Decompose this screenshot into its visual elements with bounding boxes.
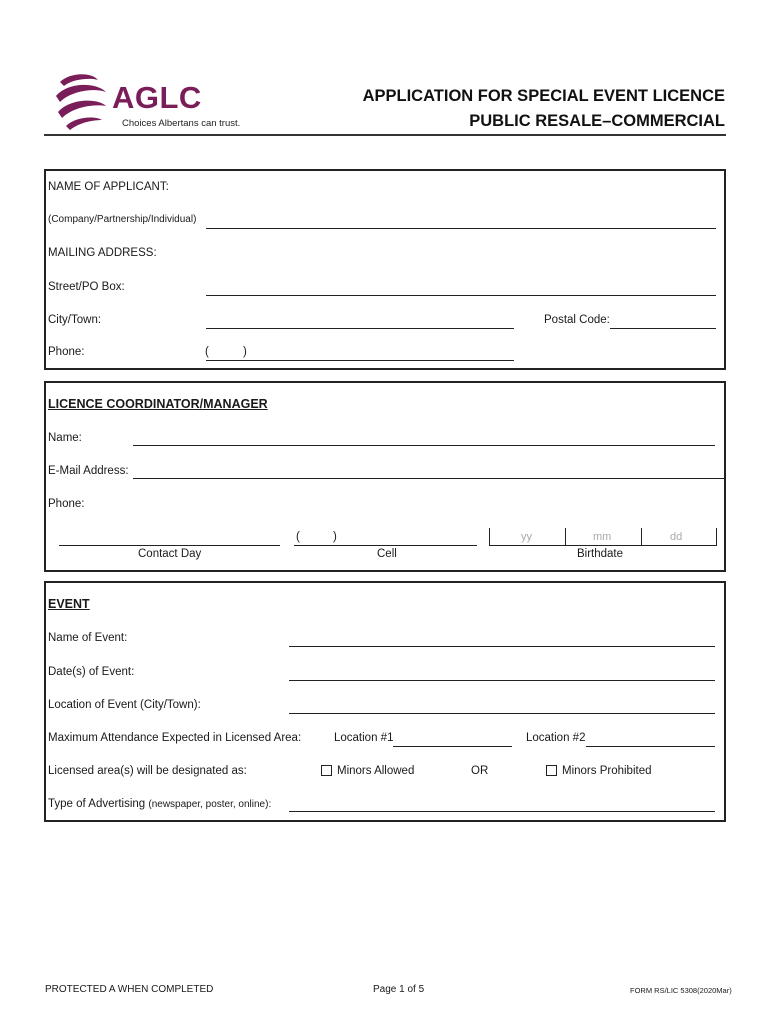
logo-tagline: Choices Albertans can trust. [122,118,241,129]
birthdate-day-placeholder: dd [670,531,683,543]
form-title-line1: APPLICATION FOR SPECIAL EVENT LICENCE [362,87,725,105]
minors-allowed-label: Minors Allowed [337,765,415,777]
street-field[interactable] [206,295,716,296]
coordinator-heading: LICENCE COORDINATOR/MANAGER [48,397,268,411]
applicant-name-sublabel: (Company/Partnership/Individual) [48,214,197,225]
form-title-line2: PUBLIC RESALE–COMMERCIAL [469,112,725,130]
street-label: Street/PO Box: [48,281,125,293]
designated-label: Licensed area(s) will be designated as: [48,765,247,777]
aglc-logo [52,70,252,132]
phone-area-open: ( [205,346,209,358]
birthdate-divider [716,528,717,546]
page-number: Page 1 of 5 [373,984,425,995]
city-label: City/Town: [48,314,102,326]
coordinator-email-field[interactable] [133,478,726,479]
coordinator-phone-label: Phone: [48,498,85,510]
birthdate-divider [565,528,566,546]
contact-day-label: Contact Day [138,548,202,560]
advertising-label [48,798,271,810]
phone-field[interactable] [206,360,514,361]
minors-prohibited-label: Minors Prohibited [562,765,652,777]
event-heading: EVENT [48,597,90,611]
postal-code-label: Postal Code: [544,314,610,326]
cell-field[interactable] [294,545,477,546]
location2-field[interactable] [586,746,715,747]
location2-label: Location #2 [526,732,586,744]
cell-label: Cell [377,548,397,560]
coordinator-section [44,381,726,572]
birthdate-label: Birthdate [577,548,624,560]
minors-allowed-checkbox[interactable] [321,765,332,776]
coordinator-name-field[interactable] [133,445,715,446]
birthdate-divider [641,528,642,546]
event-name-label: Name of Event: [48,632,128,644]
coordinator-name-label: Name: [48,432,82,444]
applicant-section [44,169,726,370]
event-dates-field[interactable] [289,680,715,681]
logo-wordmark: AGLC [112,80,202,115]
advertising-hint: (newspaper, poster, online): [148,799,272,810]
cell-area-open: ( [296,531,300,543]
form-id: FORM RS/LIC 5308(2020Mar) [630,986,732,995]
or-label: OR [471,765,489,777]
birthdate-year-placeholder: yy [521,531,532,543]
event-section [44,581,726,822]
header-divider [44,134,726,136]
advertising-field[interactable] [289,811,715,812]
postal-code-field[interactable] [610,328,716,329]
event-location-label: Location of Event (City/Town): [48,699,201,711]
mailing-address-label: MAILING ADDRESS: [48,247,157,259]
event-location-field[interactable] [289,713,715,714]
advertising-label-text: Type of Advertising [48,798,146,810]
event-name-field[interactable] [289,646,715,647]
aglc-swirl-icon [52,70,110,130]
city-field[interactable] [206,328,514,329]
birthdate-month-placeholder: mm [593,531,612,543]
location1-label: Location #1 [334,732,394,744]
phone-label: Phone: [48,346,85,358]
birthdate-divider [489,528,490,546]
cell-area-close: ) [333,531,337,543]
coordinator-email-label: E-Mail Address: [48,465,129,477]
minors-prohibited-checkbox[interactable] [546,765,557,776]
applicant-name-field[interactable] [206,228,716,229]
attendance-label: Maximum Attendance Expected in Licensed Area: [48,732,302,744]
event-dates-label: Date(s) of Event: [48,666,135,678]
phone-area-close: ) [243,346,247,358]
birthdate-field[interactable] [489,545,717,546]
applicant-name-label: NAME OF APPLICANT: [48,181,169,193]
location1-field[interactable] [393,746,512,747]
protected-notice: PROTECTED A WHEN COMPLETED [45,984,214,995]
contact-day-field[interactable] [59,545,280,546]
